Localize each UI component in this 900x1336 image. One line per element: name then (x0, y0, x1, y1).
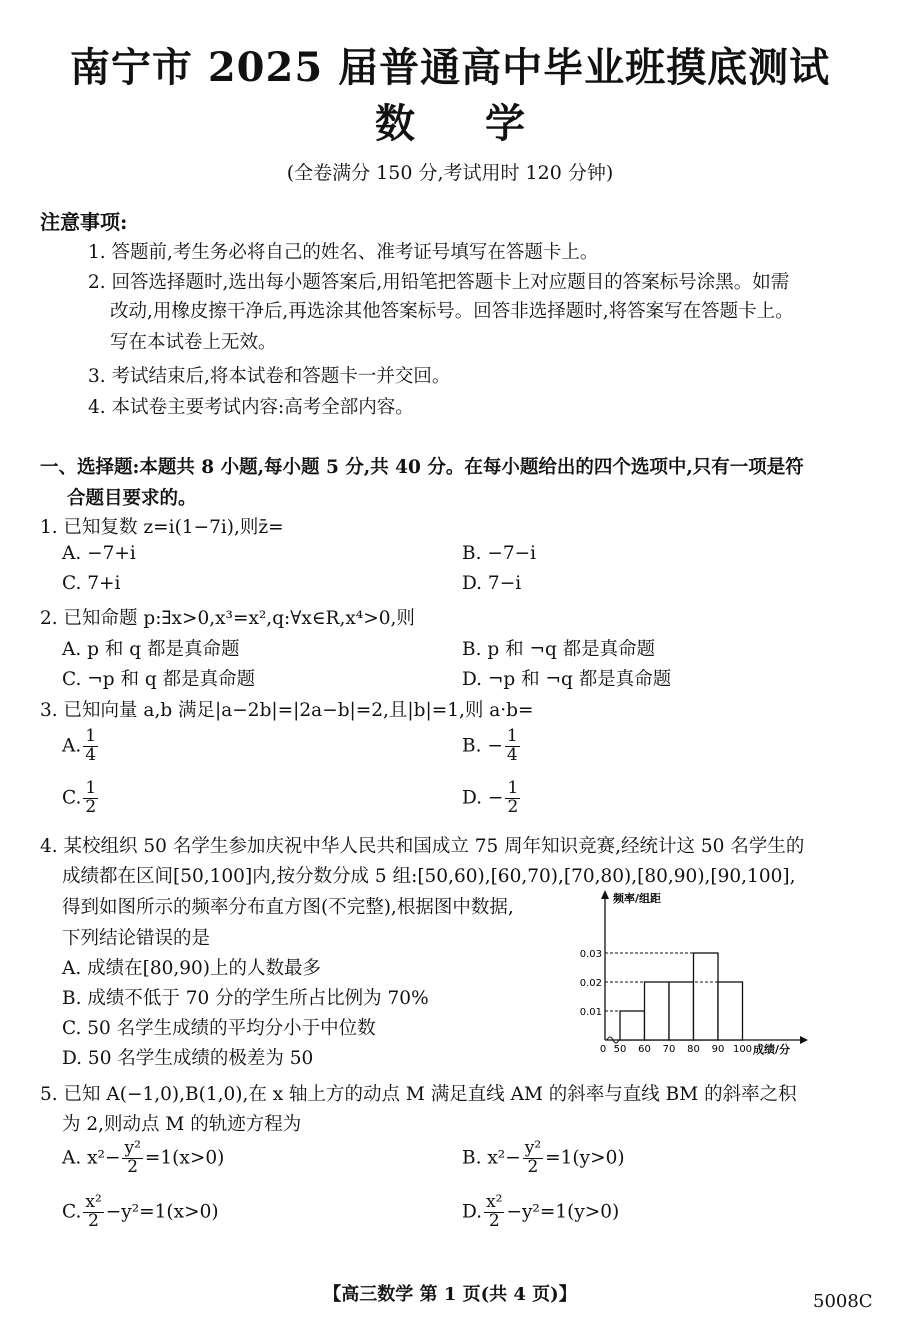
q1-option-a: A. −7+i (62, 543, 136, 564)
q2-option-c: C. ¬p 和 q 都是真命题 (62, 669, 256, 690)
x-tick-label: 70 (662, 1044, 676, 1055)
q4-stem-3: 得到如图所示的频率分布直方图(不完整),根据图中数据, (62, 897, 514, 918)
notice-item-3: 3. 考试结束后,将本试卷和答题卡一并交回。 (88, 366, 451, 387)
y-tick-label: 0.01 (579, 1007, 602, 1018)
q4-stem-4: 下列结论错误的是 (62, 928, 211, 949)
notice-item-4: 4. 本试卷主要考试内容:高考全部内容。 (88, 397, 414, 418)
q3-option-d: D. − $\frac{1}{2}$ (462, 778, 519, 817)
page-footer: 【高三数学 第 1 页(共 4 页)】 (323, 1284, 577, 1305)
score-info: (全卷满分 150 分,考试用时 120 分钟) (286, 162, 614, 184)
notice-item-2: 2. 回答选择题时,选出每小题答案后,用铅笔把答题卡上对应题目的答案标号涂黑。如需 (88, 272, 790, 293)
q3-option-b: B. − $\frac{1}{4}$ (462, 726, 518, 765)
histogram-bar-50-60 (620, 1011, 645, 1040)
q4-stem-2: 成绩都在区间[50,100]内,按分数分成 5 组:[50,60),[60,70),[70,80),[80,90),[90,100], (62, 866, 796, 887)
q5-option-c: C. $\frac{\text{x²}}{2}$ −y²=1(x>0) (62, 1192, 219, 1231)
subject-title: 数学 (375, 100, 595, 147)
histogram-bar-60-70 (645, 982, 670, 1040)
x-axis-arrow (800, 1036, 808, 1044)
y-tick-label: 0.03 (579, 949, 602, 960)
q2-option-b: B. p 和 ¬q 都是真命题 (462, 639, 656, 660)
x-axis-title: 成绩/分 (753, 1043, 791, 1056)
q2-option-d: D. ¬p 和 ¬q 都是真命题 (462, 669, 672, 690)
x-tick-label: 90 (711, 1044, 725, 1055)
q1-option-c: C. 7+i (62, 573, 121, 594)
exam-title: 南宁市 2025 届普通高中毕业班摸底测试 (69, 44, 831, 91)
notice-item-1: 1. 答题前,考生务必将自己的姓名、准考证号填写在答题卡上。 (88, 242, 599, 263)
q4-option-a: A. 成绩在[80,90)上的人数最多 (62, 958, 322, 979)
section1-heading-cont: 合题目要求的。 (67, 488, 197, 509)
q5-option-a: A. x²− $\frac{\text{y²}}{2}$ =1(x>0) (62, 1138, 225, 1177)
q4-stem-1: 4. 某校组织 50 名学生参加庆祝中华人民共和国成立 75 周年知识竞赛,经统计这 50 名学生的 (40, 836, 805, 857)
q4-option-b: B. 成绩不低于 70 分的学生所占比例为 70% (62, 988, 429, 1009)
section1-heading: 一、选择题:本题共 8 小题,每小题 5 分,共 40 分。在每小题给出的四个选项中,只有一项是符 (40, 457, 804, 478)
q1-option-b: B. −7−i (462, 543, 537, 564)
paper-code: 5008C (813, 1291, 873, 1312)
q4-option-d: D. 50 名学生成绩的极差为 50 (62, 1048, 314, 1069)
q3-stem: 3. 已知向量 a,b 满足|a−2b|=|2a−b|=2,且|b|=1,则 a·b= (40, 700, 534, 721)
q5-option-b: B. x²− $\frac{\text{y²}}{2}$ =1(y>0) (462, 1138, 625, 1177)
histogram-bar-80-90 (694, 953, 719, 1040)
frequency-histogram (579, 885, 815, 1065)
y-axis-arrow (601, 890, 609, 899)
notice-item-2-cont2: 写在本试卷上无效。 (110, 332, 277, 353)
q5-stem-2: 为 2,则动点 M 的轨迹方程为 (62, 1114, 302, 1135)
q1-stem: 1. 已知复数 z=i(1−7i),则z̄= (40, 517, 284, 538)
notice-heading: 注意事项: (40, 210, 128, 234)
q2-option-a: A. p 和 q 都是真命题 (62, 639, 240, 660)
q2-stem: 2. 已知命题 p:∃x>0,x³=x²,q:∀x∈R,x⁴>0,则 (40, 608, 415, 629)
q4-option-c: C. 50 名学生成绩的平均分小于中位数 (62, 1018, 376, 1039)
notice-item-2-cont: 改动,用橡皮擦干净后,再选涂其他答案标号。回答非选择题时,将答案写在答题卡上。 (110, 301, 794, 322)
histogram-bar-90-100 (718, 982, 743, 1040)
y-tick-label: 0.02 (579, 978, 602, 989)
q3-option-a: A. $\frac{1}{4}$ (62, 726, 97, 765)
q1-option-d: D. 7−i (462, 573, 522, 594)
q3-option-c: C. $\frac{1}{2}$ (62, 778, 97, 817)
y-axis-title: 频率/组距 (613, 892, 662, 905)
q5-option-d: D. $\frac{\text{x²}}{2}$ −y²=1(y>0) (462, 1192, 620, 1231)
x-tick-label: 80 (687, 1044, 700, 1055)
x-tick-label: 0 (599, 1044, 607, 1055)
x-tick-label: 50 (613, 1044, 627, 1055)
q5-stem-1: 5. 已知 A(−1,0),B(1,0),在 x 轴上方的动点 M 满足直线 AM 的斜率与直线 BM 的斜率之积 (40, 1084, 797, 1105)
histogram-bar-70-80 (669, 982, 694, 1040)
x-tick-label: 60 (638, 1044, 651, 1055)
x-tick-label: 100 (732, 1044, 753, 1055)
